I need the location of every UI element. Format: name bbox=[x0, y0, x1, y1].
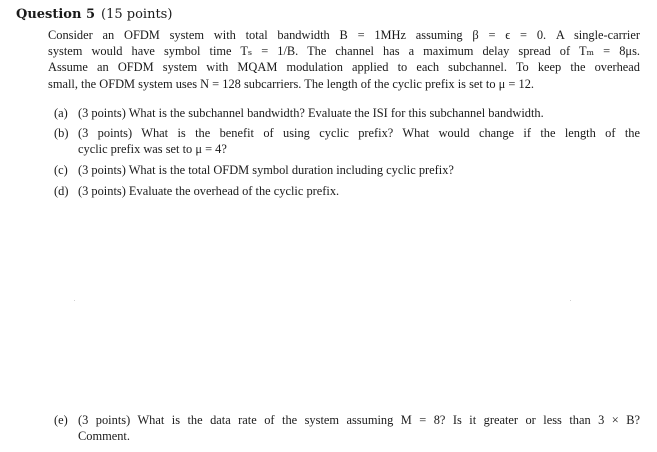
intro-line: system would have symbol time Tₛ = 1/B. The channel has a maximum delay spread of Tₘ = 8μs. bbox=[48, 44, 640, 59]
part-line: (3 points) What is the benefit of using cyclic prefix? What would change if the length of the bbox=[78, 126, 640, 140]
part-line: (3 points) What is the data rate of the system assuming M = 8? Is it greater or less than 3 × B? bbox=[78, 413, 640, 427]
question-intro-paragraph bbox=[48, 27, 640, 92]
intro-line: Assume an OFDM system with MQAM modulation applied to each subchannel. To keep the overhead bbox=[48, 60, 640, 75]
intro-line: small, the OFDM system uses N = 128 subcarriers. The length of the cyclic prefix is set to μ = 12. bbox=[48, 76, 534, 91]
part-b bbox=[54, 125, 640, 157]
part-text bbox=[78, 162, 640, 178]
part-label: (b) bbox=[54, 126, 69, 140]
part-c bbox=[54, 162, 640, 178]
part-d bbox=[54, 183, 640, 199]
question-header bbox=[16, 7, 172, 23]
part-text bbox=[78, 105, 640, 121]
part-text bbox=[78, 412, 640, 444]
scan-speck bbox=[570, 300, 571, 301]
question-title: Question 5 bbox=[16, 7, 96, 22]
question-points: (15 points) bbox=[101, 7, 173, 22]
part-line: (3 points) What is the subchannel bandwidth? Evaluate the ISI for this subchannel bandwidth. bbox=[78, 106, 544, 120]
part-line: (3 points) What is the total OFDM symbol duration including cyclic prefix? bbox=[78, 163, 454, 177]
part-label: (d) bbox=[54, 184, 69, 198]
part-text bbox=[78, 183, 640, 199]
part-line: Comment. bbox=[78, 429, 130, 444]
part-e bbox=[54, 412, 640, 444]
intro-line: Consider an OFDM system with total bandwidth B = 1MHz assuming β = ϵ = 0. A single-carrier bbox=[48, 28, 640, 42]
part-line: cyclic prefix was set to μ = 4? bbox=[78, 142, 227, 157]
scan-speck bbox=[74, 300, 75, 301]
part-label: (c) bbox=[54, 163, 68, 177]
part-a bbox=[54, 105, 640, 121]
part-line: (3 points) Evaluate the overhead of the cyclic prefix. bbox=[78, 184, 340, 198]
part-label: (e) bbox=[54, 413, 68, 427]
part-text bbox=[78, 125, 640, 157]
part-label: (a) bbox=[54, 106, 68, 120]
